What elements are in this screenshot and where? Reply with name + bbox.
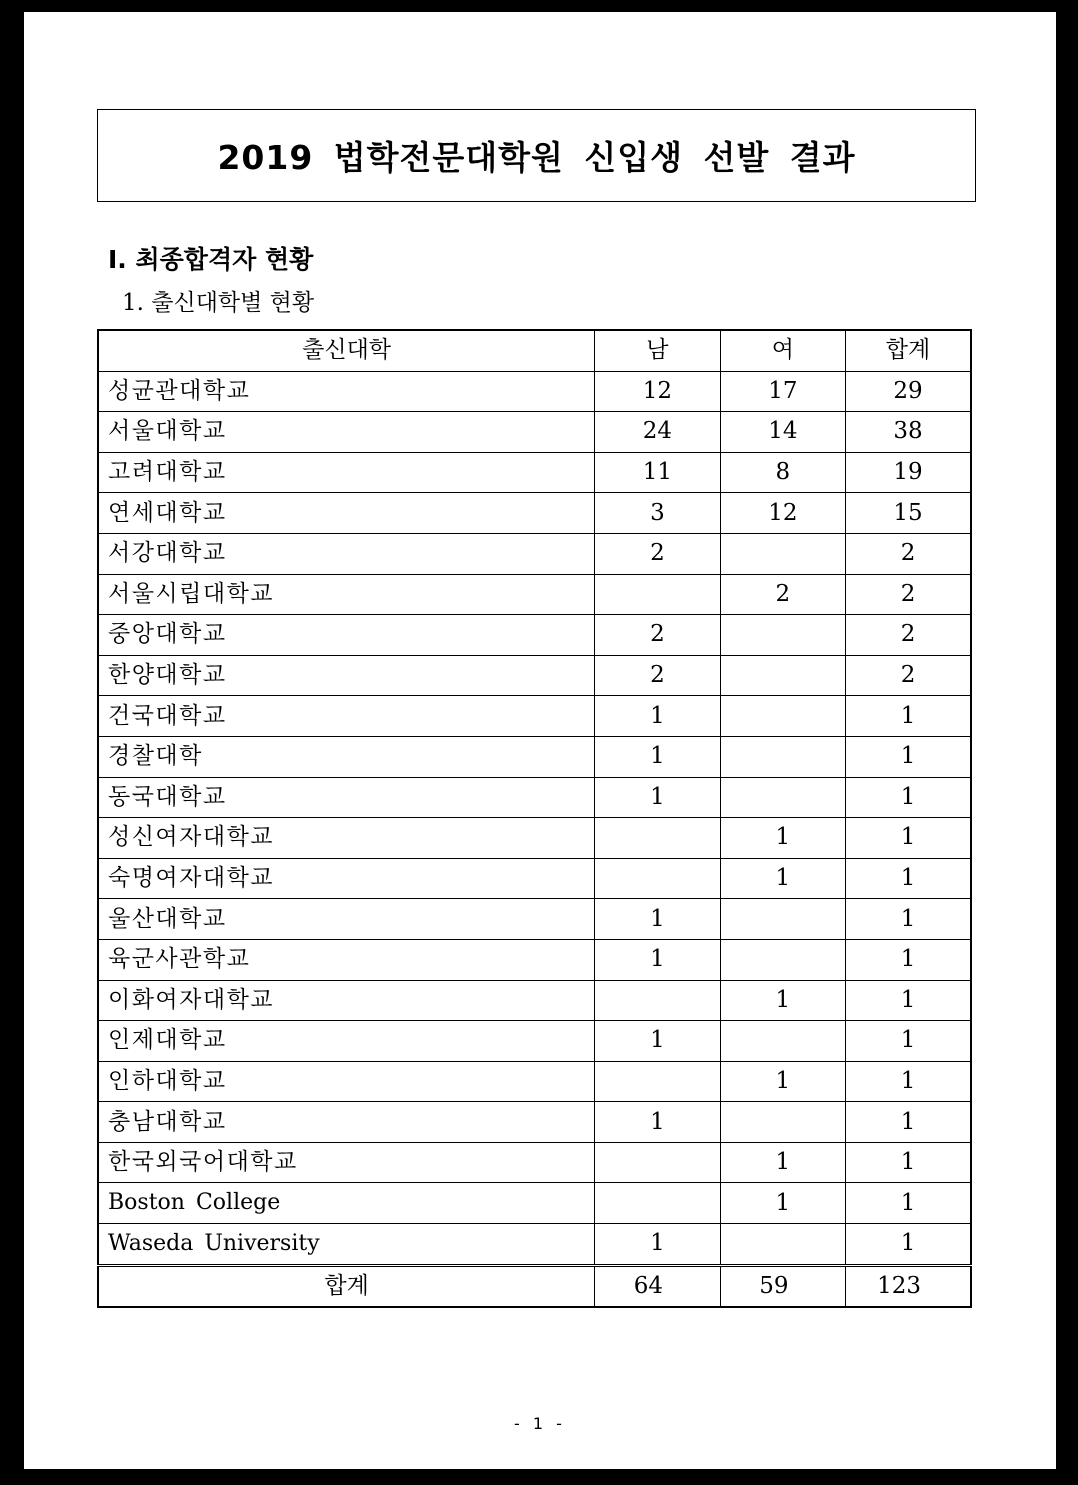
table-row: [98, 980, 971, 1021]
male-count-cell: 2: [595, 615, 720, 656]
total-count-cell: 1: [846, 1021, 971, 1062]
total-female: 59: [720, 1265, 845, 1307]
male-count-cell: 1: [595, 1102, 720, 1143]
male-count-cell: [595, 1061, 720, 1102]
university-name-cell: 충남대학교: [98, 1102, 595, 1143]
total-count-cell: 1: [846, 777, 971, 818]
male-count-cell: 1: [595, 939, 720, 980]
header-female: 여: [720, 330, 845, 371]
female-count-cell: [720, 696, 845, 737]
total-count-cell: 1: [846, 980, 971, 1021]
female-count-cell: 14: [720, 412, 845, 453]
female-count-cell: [720, 615, 845, 656]
male-count-cell: 1: [595, 1021, 720, 1062]
table-total-row: [98, 1265, 971, 1307]
female-count-cell: 1: [720, 818, 845, 859]
male-count-cell: 1: [595, 777, 720, 818]
total-count-cell: 1: [846, 939, 971, 980]
total-count-cell: 1: [846, 1183, 971, 1224]
university-name-cell: 이화여자대학교: [98, 980, 595, 1021]
university-name-cell: 서울시립대학교: [98, 574, 595, 615]
female-count-cell: 12: [720, 493, 845, 534]
document-page: [24, 12, 1056, 1469]
total-label: 합계: [98, 1265, 595, 1307]
female-count-cell: 1: [720, 858, 845, 899]
table-row: [98, 696, 971, 737]
male-count-cell: 1: [595, 736, 720, 777]
female-count-cell: 1: [720, 1142, 845, 1183]
table-row: [98, 452, 971, 493]
table-row: [98, 1224, 971, 1266]
total-total: 123: [846, 1265, 971, 1307]
table-row: [98, 1102, 971, 1143]
total-count-cell: 1: [846, 696, 971, 737]
university-name-cell: 성신여자대학교: [98, 818, 595, 859]
section-heading: Ⅰ. 최종합격자 현황: [108, 245, 314, 274]
university-name-cell: Boston College: [98, 1183, 595, 1224]
female-count-cell: [720, 533, 845, 574]
male-count-cell: 1: [595, 696, 720, 737]
university-name-cell: 중앙대학교: [98, 615, 595, 656]
university-name-cell: 동국대학교: [98, 777, 595, 818]
male-count-cell: [595, 858, 720, 899]
female-count-cell: [720, 655, 845, 696]
total-count-cell: 19: [846, 452, 971, 493]
table-row: [98, 899, 971, 940]
table-row: [98, 371, 971, 412]
male-count-cell: [595, 574, 720, 615]
female-count-cell: 2: [720, 574, 845, 615]
female-count-cell: [720, 939, 845, 980]
table-row: [98, 858, 971, 899]
table-header-row: [98, 330, 971, 371]
university-name-cell: 인하대학교: [98, 1061, 595, 1102]
table-row: [98, 818, 971, 859]
table-row: [98, 1061, 971, 1102]
male-count-cell: 3: [595, 493, 720, 534]
table-row: [98, 777, 971, 818]
total-count-cell: 1: [846, 1142, 971, 1183]
female-count-cell: 8: [720, 452, 845, 493]
total-count-cell: 2: [846, 655, 971, 696]
university-table: [97, 329, 972, 1308]
university-name-cell: 서강대학교: [98, 533, 595, 574]
university-name-cell: 인제대학교: [98, 1021, 595, 1062]
header-total: 합계: [846, 330, 971, 371]
total-count-cell: 2: [846, 615, 971, 656]
table-row: [98, 574, 971, 615]
university-name-cell: 숙명여자대학교: [98, 858, 595, 899]
university-name-cell: 한양대학교: [98, 655, 595, 696]
male-count-cell: 2: [595, 533, 720, 574]
header-male: 남: [595, 330, 720, 371]
university-name-cell: 고려대학교: [98, 452, 595, 493]
university-name-cell: 연세대학교: [98, 493, 595, 534]
table-row: [98, 939, 971, 980]
male-count-cell: [595, 1183, 720, 1224]
table-row: [98, 412, 971, 453]
female-count-cell: 1: [720, 1183, 845, 1224]
female-count-cell: 17: [720, 371, 845, 412]
table-row: [98, 1183, 971, 1224]
university-name-cell: 성균관대학교: [98, 371, 595, 412]
female-count-cell: [720, 899, 845, 940]
male-count-cell: 11: [595, 452, 720, 493]
table-row: [98, 533, 971, 574]
university-name-cell: 한국외국어대학교: [98, 1142, 595, 1183]
total-count-cell: 1: [846, 899, 971, 940]
male-count-cell: [595, 818, 720, 859]
title-box: [97, 109, 976, 202]
page-number: - 1 -: [514, 1414, 566, 1433]
female-count-cell: [720, 736, 845, 777]
female-count-cell: [720, 777, 845, 818]
total-count-cell: 1: [846, 818, 971, 859]
total-count-cell: 1: [846, 1061, 971, 1102]
table-row: [98, 655, 971, 696]
total-count-cell: 15: [846, 493, 971, 534]
total-count-cell: 1: [846, 858, 971, 899]
table-row: [98, 1142, 971, 1183]
male-count-cell: 2: [595, 655, 720, 696]
female-count-cell: [720, 1102, 845, 1143]
total-count-cell: 1: [846, 1224, 971, 1266]
male-count-cell: [595, 1142, 720, 1183]
table-row: [98, 1021, 971, 1062]
total-count-cell: 1: [846, 1102, 971, 1143]
male-count-cell: 12: [595, 371, 720, 412]
total-count-cell: 29: [846, 371, 971, 412]
male-count-cell: 1: [595, 899, 720, 940]
university-name-cell: 경찰대학: [98, 736, 595, 777]
university-name-cell: Waseda University: [98, 1224, 595, 1266]
university-name-cell: 건국대학교: [98, 696, 595, 737]
total-count-cell: 38: [846, 412, 971, 453]
total-count-cell: 2: [846, 574, 971, 615]
male-count-cell: 24: [595, 412, 720, 453]
table-row: [98, 493, 971, 534]
male-count-cell: 1: [595, 1224, 720, 1266]
total-count-cell: 2: [846, 533, 971, 574]
table-row: [98, 615, 971, 656]
university-name-cell: 울산대학교: [98, 899, 595, 940]
university-name-cell: 육군사관학교: [98, 939, 595, 980]
sub-heading: 1. 출신대학별 현황: [122, 290, 315, 316]
document-title: 2019 법학전문대학원 신입생 선발 결과: [217, 138, 856, 177]
female-count-cell: 1: [720, 980, 845, 1021]
total-male: 64: [595, 1265, 720, 1307]
university-name-cell: 서울대학교: [98, 412, 595, 453]
female-count-cell: [720, 1021, 845, 1062]
header-university: 출신대학: [98, 330, 595, 371]
female-count-cell: [720, 1224, 845, 1266]
female-count-cell: 1: [720, 1061, 845, 1102]
total-count-cell: 1: [846, 736, 971, 777]
male-count-cell: [595, 980, 720, 1021]
table-row: [98, 736, 971, 777]
